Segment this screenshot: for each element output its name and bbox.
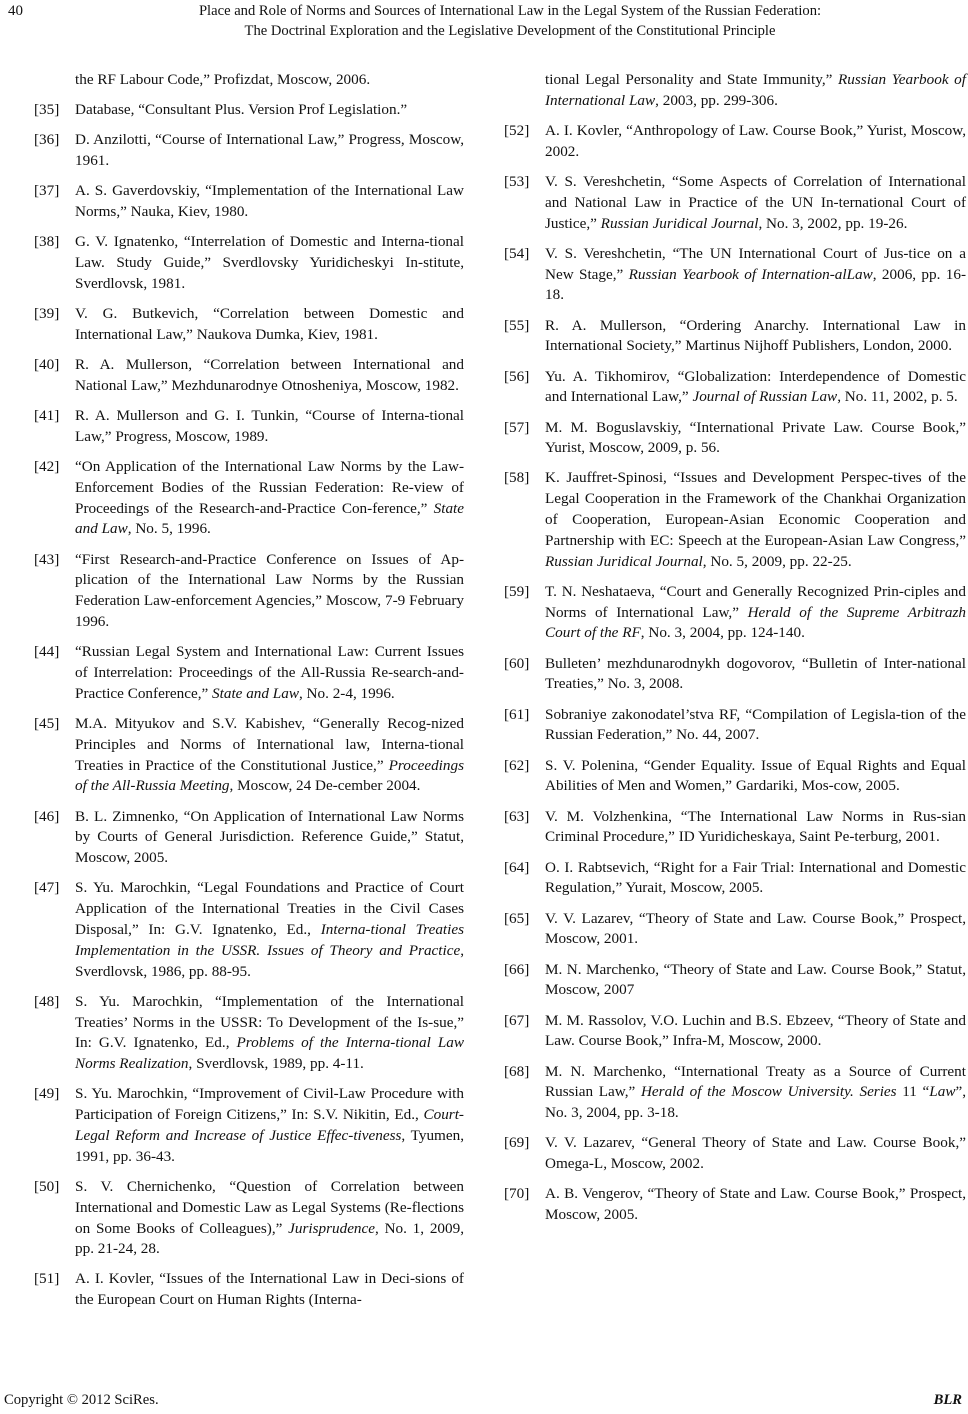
- reference-text: [545, 317, 966, 355]
- reference-text: [75, 1178, 464, 1257]
- reference-text: [75, 715, 464, 794]
- reference-item: [34, 807, 464, 869]
- reference-number: [63]: [504, 807, 530, 825]
- reference-number: [68]: [504, 1062, 530, 1080]
- reference-text-segment: V. V. Lazarev, “Theory of State and Law. Course Book,” Prospect, Moscow, 2001.: [545, 909, 966, 948]
- reference-number: [54]: [504, 244, 530, 262]
- reference-text-segment: , No. 1, 2009, pp. 21-24, 28.: [75, 1219, 465, 1258]
- reference-text-segment: S. Yu. Marochkin, “Legal Foundations and Practice of Court Application of the International Treaties in the Civil Cases Disposal,” In: G.V. Ignatenko, Ed.,: [75, 879, 464, 938]
- reference-item: [504, 172, 966, 234]
- reference-text-segment: R. A. Mullerson and G. I. Tunkin, “Course of Interna-tional Law,” Progress, Moscow, 1989.: [75, 407, 464, 445]
- reference-text-segment: S. V. Chernichenko, “Question of Correlation between International and Domestic Law as Legal Systems (Re-flections on Some Books of Colleagues),”: [75, 1177, 464, 1237]
- page-number: 40: [8, 3, 23, 19]
- reference-text-segment: M. N. Marchenko, “Theory of State and Law. Course Book,” Statut, Moscow, 2007: [545, 960, 966, 999]
- reference-text: [75, 1085, 464, 1164]
- reference-text: [545, 583, 966, 642]
- reference-text-segment: M.A. Mityukov and S.V. Kabishev, “Generally Recog-nized Principles and Norms of International law, Interna-tional Treaties in Practice of the Constitutional Justice,”: [75, 715, 464, 774]
- reference-number: [51]: [34, 1270, 60, 1288]
- reference-text-segment: A. B. Vengerov, “Theory of State and Law. Course Book,” Prospect, Moscow, 2005.: [545, 1185, 966, 1224]
- reference-number: [66]: [504, 960, 530, 978]
- reference-text: [545, 368, 966, 406]
- reference-number: [60]: [504, 654, 530, 672]
- reference-text-segment: , Tyumen, 1991, pp. 36-43.: [75, 1126, 465, 1165]
- reference-number: [45]: [34, 715, 60, 733]
- reference-italic-text: Russian Juridical Journal: [545, 552, 703, 570]
- reference-text-segment: M. N. Marchenko, “International Treaty as a Source of Current Russian Law,”: [545, 1062, 966, 1101]
- reference-item: [34, 878, 464, 982]
- reference-text: [75, 182, 464, 220]
- reference-text-segment: Sobraniye zakonodatel’stva RF, “Compilation of Legisla-tion of the Russian Federation,” No. 44, 2007.: [545, 705, 966, 744]
- reference-item: [34, 406, 464, 448]
- reference-text-segment: M. M. Boguslavskiy, “International Private Law. Course Book,” Yurist, Moscow, 2009, p. 56.: [545, 418, 966, 457]
- reference-number: [67]: [504, 1011, 530, 1029]
- running-title-line-2: The Doctrinal Exploration and the Legislative Development of the Constitutional Principle: [244, 23, 776, 39]
- reference-item: [34, 642, 464, 704]
- reference-text-segment: “On Application of the International Law Norms by the Law-Enforcement Bodies of the Russian Federation: Re-view of Proceedings of the Research-and-Practice Con-ference,”: [75, 458, 464, 517]
- reference-text: [545, 1012, 966, 1050]
- reference-text-segment: S. Yu. Marochkin, “Implementation of the International Treaties’ Norms in the USSR: To Development of the Is-sue,” In: G.V. Ignatenko, Ed.,: [75, 992, 464, 1052]
- reference-text-segment: “Russian Legal System and International Law: Current Issues of Interrelation: Proceedings of the All-Russia Re-search-and-Practice Conference,”: [75, 643, 464, 702]
- reference-text: [545, 1185, 966, 1223]
- reference-number: [58]: [504, 469, 530, 487]
- reference-item: [504, 1184, 966, 1226]
- reference-item: [34, 130, 464, 172]
- reference-number: [42]: [34, 458, 60, 476]
- reference-text: the RF Labour Code,” Profizdat, Moscow, 2006.: [75, 71, 371, 88]
- reference-item: [504, 582, 966, 644]
- reference-text: [545, 961, 966, 999]
- reference-text-segment: A. S. Gaverdovskiy, “Implementation of the International Law Norms,” Nauka, Kiev, 1980.: [75, 182, 464, 221]
- reference-number: [55]: [504, 316, 530, 334]
- reference-number: [69]: [504, 1134, 530, 1152]
- reference-text-segment: , Sverdlovsk, 1989, pp. 4-11.: [188, 1055, 364, 1073]
- reference-continuation: [34, 70, 464, 91]
- reference-item: [34, 550, 464, 633]
- reference-text-segment: V. S. Vereshchetin, “The UN International Court of Jus-tice on a New Stage,”: [545, 244, 966, 283]
- reference-item: [504, 1011, 966, 1053]
- reference-item: [504, 367, 966, 409]
- reference-text-segment: , Sverdlovsk, 1986, pp. 88-95.: [75, 941, 464, 980]
- reference-number: [49]: [34, 1085, 60, 1103]
- reference-text: [75, 879, 464, 979]
- reference-text: [75, 808, 464, 867]
- reference-item: [34, 1084, 464, 1167]
- reference-number: [40]: [34, 356, 60, 374]
- reference-text-segment: Yu. A. Tikhomirov, “Globalization: Interdependence of Domestic and International Law,”: [545, 367, 966, 406]
- reference-italic-text: State and Law: [212, 684, 299, 702]
- running-title: [60, 1, 960, 41]
- reference-number: [56]: [504, 367, 530, 385]
- reference-text-segment: , No. 5, 2009, pp. 22-25.: [702, 552, 852, 570]
- reference-text: [545, 469, 966, 569]
- reference-number: [62]: [504, 756, 530, 774]
- reference-item: [504, 121, 966, 163]
- reference-text-segment: M. M. Rassolov, V.O. Luchin and B.S. Ebzeev, “Theory of State and Law. Course Book,” Infra-M, Moscow, 2000.: [545, 1011, 966, 1050]
- references-right-column: [504, 70, 966, 1235]
- reference-item: [504, 909, 966, 951]
- reference-text-segment: G. V. Ignatenko, “Interrelation of Domestic and Interna-tional Law. Study Guide,” Sverdlovsky Yuridicheskyi In-stitute, Sverdlovsk, 1981.: [75, 233, 464, 292]
- reference-text: [545, 1063, 966, 1122]
- reference-italic-text: Journal of Russian Law: [692, 388, 838, 406]
- reference-item: [504, 858, 966, 900]
- reference-number: [38]: [34, 233, 60, 251]
- reference-text: [75, 643, 464, 702]
- reference-text: [545, 655, 966, 693]
- reference-text-segment: S. Yu. Marochkin, “Improvement of Civil-Law Procedure with Participation of Foreign Citizens,” In: S.V. Nikitin, Ed.,: [75, 1085, 464, 1124]
- reference-text: [75, 131, 464, 169]
- reference-text-segment: K. Jauffret-Spinosi, “Issues and Development Perspec-tives of the Legal Cooperation in the Framework of the Chankhai Organization of Cooperation, European-Asian Economic Cooperation and Partnership with EC: Speech at the European-Asian Law Congress,”: [545, 469, 966, 549]
- reference-text: [545, 173, 966, 232]
- reference-italic-text: Herald of the Supreme Arbitrazh Court of the RF: [545, 603, 966, 642]
- reference-number: [43]: [34, 550, 60, 568]
- reference-text: [545, 910, 966, 948]
- reference-number: [44]: [34, 643, 60, 661]
- reference-italic-text: Jurisprudence: [288, 1219, 376, 1237]
- running-title-line-1: Place and Role of Norms and Sources of International Law in the Legal System of the Russian Federation:: [198, 3, 822, 19]
- reference-item: [504, 244, 966, 306]
- reference-text-segment: , 2003, pp. 299-306.: [655, 91, 778, 109]
- reference-italic-text: Interna-tional Treaties Implementation in the USSR. Issues of Theory and Practice: [75, 920, 465, 959]
- copyright-notice: Copyright © 2012 SciRes.: [4, 1392, 159, 1408]
- reference-number: [37]: [34, 182, 60, 200]
- reference-item: [504, 418, 966, 460]
- reference-item: [504, 654, 966, 696]
- reference-text: [545, 1134, 966, 1172]
- reference-italic-text: Herald of the Moscow University. Series: [640, 1083, 897, 1101]
- reference-item: [34, 992, 464, 1075]
- reference-italic-text: Problems of the Interna-tional Law Norms Realization: [75, 1034, 464, 1073]
- reference-text: [75, 305, 464, 343]
- reference-italic-text: Russian Yearbook of International Law: [545, 71, 967, 109]
- reference-italic-text: Law: [929, 1083, 956, 1101]
- references-left-column: [34, 70, 464, 1320]
- reference-item: [34, 181, 464, 223]
- reference-number: [61]: [504, 705, 530, 723]
- reference-text: [545, 71, 966, 109]
- reference-number: [39]: [34, 305, 60, 323]
- reference-text-segment: , No. 2-4, 1996.: [298, 684, 395, 702]
- reference-italic-text: Proceedings of the All-Russia Meeting: [75, 756, 464, 795]
- reference-text-segment: R. A. Mullerson, “Correlation between International and National Law,” Mezhdunarodnye Otnosheniya, Moscow, 1982.: [75, 356, 464, 394]
- reference-text-segment: , No. 11, 2002, p. 5.: [837, 388, 958, 406]
- reference-item: [504, 807, 966, 849]
- reference-number: [65]: [504, 909, 530, 927]
- reference-item: [504, 468, 966, 572]
- reference-item: [34, 457, 464, 540]
- reference-italic-text: Court-Legal Reform and Increase of Justice Effec-tiveness: [75, 1106, 464, 1144]
- reference-text-segment: V. S. Vereshchetin, “Some Aspects of Correlation of International and National Law in Practice of the UN In-ternational Court of Justice,”: [545, 172, 966, 232]
- reference-italic-text: Russian Juridical Journal: [600, 214, 759, 232]
- reference-text-segment: Database, “Consultant Plus. Version Prof Legislation.”: [75, 101, 408, 119]
- reference-number: [53]: [504, 172, 530, 190]
- reference-text: [545, 808, 966, 846]
- reference-item: [34, 304, 464, 346]
- reference-item: [504, 1133, 966, 1175]
- reference-item: [34, 100, 464, 121]
- reference-text: [75, 101, 407, 118]
- reference-number: [57]: [504, 418, 530, 436]
- reference-text: [545, 859, 966, 897]
- reference-text-segment: , No. 3, 2002, pp. 19-26.: [758, 214, 908, 232]
- reference-text-segment: V. G. Butkevich, “Correlation between Domestic and International Law,” Naukova Dumka, Kiev, 1981.: [75, 305, 464, 343]
- reference-text-segment: 11 “: [896, 1083, 930, 1101]
- reference-text-segment: V. V. Lazarev, “General Theory of State and Law. Course Book,” Omega-L, Moscow, 2002.: [545, 1134, 966, 1173]
- reference-text-segment: , Moscow, 24 De-cember 2004.: [229, 777, 421, 795]
- reference-text-segment: ”, No. 3, 2004, pp. 3-18.: [545, 1083, 966, 1122]
- reference-text: [75, 1270, 464, 1308]
- reference-number: [50]: [34, 1177, 60, 1195]
- reference-item: [34, 714, 464, 797]
- reference-text-segment: , No. 5, 1996.: [127, 520, 211, 538]
- page-footer: [0, 1391, 968, 1413]
- reference-text: [75, 458, 464, 537]
- reference-text-segment: A. I. Kovler, “Issues of the International Law in Deci-sions of the European Court on Human Rights (Interna-: [75, 1270, 464, 1309]
- reference-text-segment: Bulleten’ mezhdunarodnykh dogovorov, “Bulletin of Inter-national Treaties,” No. 3, 2008.: [545, 654, 966, 693]
- reference-number: [41]: [34, 407, 60, 425]
- reference-item: [34, 355, 464, 397]
- reference-continuation: [504, 70, 966, 112]
- reference-number: [70]: [504, 1185, 530, 1203]
- reference-number: [36]: [34, 131, 60, 149]
- reference-text-segment: , 2006, pp. 16-18.: [545, 265, 966, 304]
- reference-text-segment: R. A. Mullerson, “Ordering Anarchy. International Law in International Society,” Martinus Nijhoff Publishers, London, 2000.: [545, 316, 966, 355]
- reference-number: [52]: [504, 121, 530, 139]
- reference-text-segment: D. Anzilotti, “Course of International Law,” Progress, Moscow, 1961.: [75, 131, 464, 170]
- reference-text-segment: S. V. Polenina, “Gender Equality. Issue of Equal Rights and Equal Abilities of Men and Women,” Gardariki, Mos-cow, 2005.: [545, 756, 966, 795]
- reference-item: [34, 1177, 464, 1260]
- reference-text: [75, 356, 464, 394]
- journal-abbreviation: BLR: [933, 1392, 962, 1408]
- reference-text-segment: B. L. Zimnenko, “On Application of International Law Norms by Courts of General Jurisdiction. Reference Guide,” Statut, Moscow, 2005.: [75, 807, 464, 867]
- reference-text: [545, 706, 966, 744]
- reference-item: [504, 1062, 966, 1124]
- reference-number: [35]: [34, 101, 60, 119]
- reference-text-segment: O. I. Rabtsevich, “Right for a Fair Trial: International and Domestic Regulation,” Yurait, Moscow, 2005.: [545, 858, 966, 897]
- reference-text: [545, 122, 966, 160]
- reference-italic-text: Russian Yearbook of Internation-alLaw: [628, 265, 873, 283]
- reference-text-segment: T. N. Neshataeva, “Court and Generally Recognized Prin-ciples and Norms of International Law,”: [545, 582, 966, 621]
- reference-number: [47]: [34, 879, 60, 897]
- reference-text: [545, 757, 966, 795]
- reference-text: [75, 407, 464, 445]
- reference-italic-text: State and Law: [75, 499, 464, 538]
- reference-text: [75, 233, 464, 292]
- reference-text-segment: tional Legal Personality and State Immunity,”: [545, 71, 839, 88]
- reference-text-segment: , No. 3, 2004, pp. 124-140.: [640, 624, 805, 642]
- reference-text: [75, 551, 464, 630]
- reference-number: [46]: [34, 807, 60, 825]
- reference-item: [504, 705, 966, 747]
- reference-text: [545, 419, 966, 457]
- reference-text-segment: V. M. Volzhenkina, “The International Law Norms in Rus-sian Criminal Procedure,” ID Yuridicheskaya, Saint Pe-terburg, 2001.: [545, 807, 966, 846]
- reference-text: [545, 245, 966, 304]
- reference-item: [504, 756, 966, 798]
- page-header: [0, 0, 968, 46]
- reference-item: [34, 232, 464, 294]
- reference-text: [75, 993, 464, 1072]
- reference-text-segment: A. I. Kovler, “Anthropology of Law. Course Book,” Yurist, Moscow, 2002.: [545, 121, 966, 160]
- reference-number: [64]: [504, 858, 530, 876]
- reference-item: [504, 316, 966, 358]
- reference-number: [59]: [504, 582, 530, 600]
- reference-number: [48]: [34, 992, 60, 1010]
- reference-item: [34, 1269, 464, 1311]
- reference-item: [504, 960, 966, 1002]
- reference-text-segment: “First Research-and-Practice Conference on Issues of Ap-plication of the International Law Norms by the Russian Federation Law-enforcement Agencies,” Moscow, 7-9 February 1996.: [75, 550, 464, 631]
